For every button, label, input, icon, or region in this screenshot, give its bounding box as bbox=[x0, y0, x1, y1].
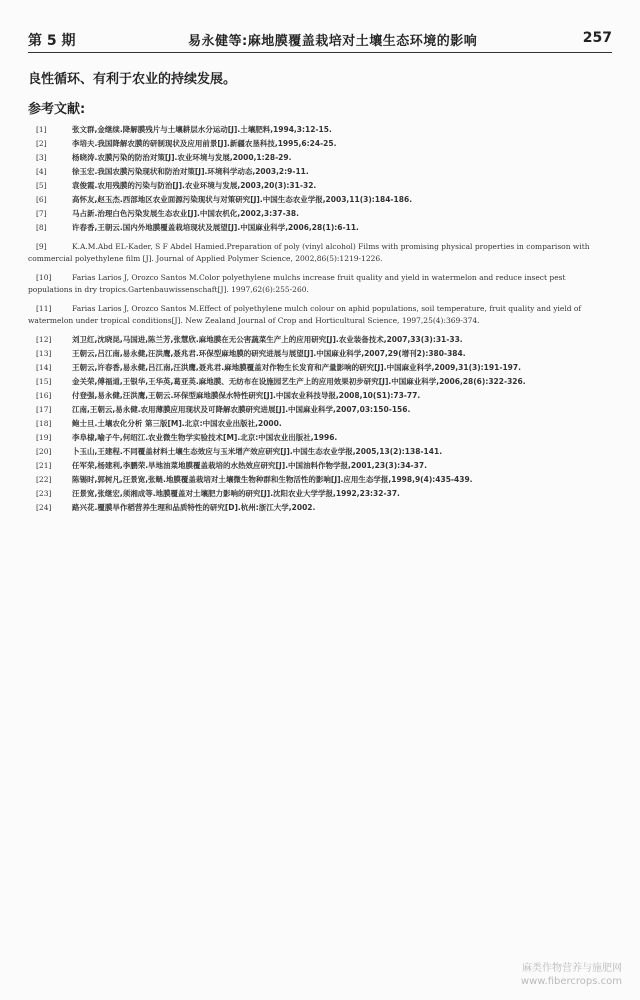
reference-item bbox=[28, 272, 612, 297]
reference-number: [23] bbox=[36, 488, 52, 498]
reference-number: [18] bbox=[36, 418, 52, 428]
reference-item bbox=[28, 208, 612, 221]
reference-item bbox=[28, 241, 612, 266]
reference-number: [17] bbox=[36, 404, 52, 414]
reference-number: [7] bbox=[36, 209, 47, 218]
reference-number: [3] bbox=[36, 153, 47, 162]
reference-number: [13] bbox=[36, 348, 52, 358]
reference-number: [11] bbox=[36, 303, 52, 313]
reference-number: [6] bbox=[36, 195, 47, 204]
reference-text: 王朝云,许春香,易永健,吕江南,汪洪鹰,聂兆君.麻地膜覆盖对作物生长发育和产量影响的研究[J].中国麻业科学,2009,31(3):191-197. bbox=[72, 362, 521, 372]
running-title: 易永健等:麻地膜覆盖栽培对土壤生态环境的影响 bbox=[188, 34, 478, 49]
reference-item bbox=[28, 303, 612, 328]
reference-item bbox=[28, 362, 612, 375]
reference-number: [8] bbox=[36, 223, 47, 232]
watermark-url: www.fibercrops.com bbox=[520, 976, 622, 987]
reference-number: [21] bbox=[36, 460, 52, 470]
reference-list bbox=[28, 124, 612, 516]
reference-number: [5] bbox=[36, 181, 47, 190]
reference-number: [9] bbox=[36, 241, 47, 251]
reference-text: 江南,王朝云,易永健.农用薄膜应用现状及可降解农膜研究进展[J].中国麻业科学,2007,03:150-156. bbox=[72, 404, 411, 414]
running-header bbox=[28, 30, 612, 53]
references-heading: 参考文献: bbox=[28, 102, 86, 117]
reference-text: 汪景宽,张继宏,须湘成等.地膜覆盖对土壤肥力影响的研究[J].沈阳农业大学学报,1992,23:32-37. bbox=[72, 488, 400, 498]
reference-item bbox=[28, 404, 612, 417]
reference-number: [4] bbox=[36, 167, 47, 176]
reference-number: [14] bbox=[36, 362, 52, 372]
reference-number: [10] bbox=[36, 272, 52, 282]
reference-text: 高怀友,赵玉杰.西部地区农业面源污染现状与对策研究[J].中国生态农业学报,2003,11(3):184-186. bbox=[72, 195, 413, 204]
reference-item bbox=[28, 502, 612, 515]
reference-text: 袁俊霞.农用残膜的污染与防治[J].农业环境与发展,2003,20(3):31-32. bbox=[72, 181, 317, 190]
reference-text: 徐玉宏.我国农膜污染现状和防治对策[J].环境科学动态,2003,2:9-11. bbox=[72, 167, 309, 176]
reference-number: [16] bbox=[36, 390, 52, 400]
reference-item bbox=[28, 432, 612, 445]
reference-item bbox=[28, 194, 612, 207]
body-text-continuation: 良性循环、有利于农业的持续发展。 bbox=[28, 72, 237, 87]
reference-number: [24] bbox=[36, 502, 52, 512]
reference-number: [19] bbox=[36, 432, 52, 442]
reference-item bbox=[28, 460, 612, 473]
reference-text: 卜玉山,王建程.不同覆盖材料土壤生态效应与玉米增产效应研究[J].中国生态农业学报,2005,13(2):138-141. bbox=[72, 446, 443, 456]
reference-text: 刘卫红,沈晓昆,马国进,陈兰芳,张慧欣.麻地膜在无公害蔬菜生产上的应用研究[J].农业装备技术,2007,33(3):31-33. bbox=[72, 334, 463, 344]
page-number: 257 bbox=[582, 30, 612, 46]
issue-number: 第 5 期 bbox=[28, 33, 76, 49]
reference-number: [1] bbox=[36, 125, 47, 134]
reference-item bbox=[28, 488, 612, 501]
reference-text: 路兴花.覆膜旱作稻营养生理和品质特性的研究[D].杭州:浙江大学,2002. bbox=[72, 502, 316, 512]
reference-item bbox=[28, 222, 612, 235]
reference-text: 许春香,王朝云.国内外地膜覆盖栽培现状及展望[J].中国麻业科学,2006,28(1):6-11. bbox=[72, 223, 359, 232]
reference-text: 金关荣,傅福道,王银华,王华英,葛亚英.麻地膜、无纺布在设施园艺生产上的应用效果初步研究[J].中国麻业科学,2006,28(6):322-326. bbox=[72, 376, 526, 386]
reference-item bbox=[28, 334, 612, 347]
reference-number: [12] bbox=[36, 334, 52, 344]
reference-item bbox=[28, 348, 612, 361]
site-watermark bbox=[521, 962, 622, 988]
reference-item bbox=[28, 180, 612, 193]
reference-text: 王朝云,吕江南,易永健,汪洪鹰,聂兆君.环保型麻地膜的研究进展与展望[J].中国麻业科学,2007,29(增刊2):380-384. bbox=[72, 348, 466, 358]
reference-text: 杨晓涛.农膜污染的防治对策[J].农业环境与发展,2000,1:28-29. bbox=[72, 153, 292, 162]
reference-item bbox=[28, 138, 612, 151]
reference-text: K.A.M.Abd EL-Kader, S F Abdel Hamied.Preparation of poly (vinyl alcohol) Films with promising physical properties in comparison with commercial polyethylene film [J]. Journal of Applied Polymer Science, 2002,86(5):1219-1226. bbox=[28, 241, 590, 263]
reference-text: 付登强,易永健,汪洪鹰,王朝云.环保型麻地膜保水特性研究[J].中国农业科技导报,2008,10(S1):73-77. bbox=[72, 390, 421, 400]
reference-item bbox=[28, 418, 612, 431]
reference-text: 任军荣,杨建利,李鹏荣.旱地油菜地膜覆盖栽培的水热效应研究[J].中国油料作物学报,2001,23(3):34-37. bbox=[72, 460, 427, 470]
reference-item bbox=[28, 474, 612, 487]
reference-number: [20] bbox=[36, 446, 52, 456]
reference-text: 鲍士旦.土壤农化分析 第三版[M].北京:中国农业出版社,2000. bbox=[72, 418, 282, 428]
reference-text: 陈锡时,郭树凡,汪景宽,张鲢.地膜覆盖栽培对土壤微生物种群和生物活性的影响[J].应用生态学报,1998,9(4):435-439. bbox=[72, 474, 473, 484]
watermark-site-name: 麻类作物营养与施肥网 bbox=[522, 963, 622, 974]
reference-text: 李阜棣,喻子牛,何绍江.农业微生物学实验技术[M].北京:中国农业出版社,1996. bbox=[72, 432, 338, 442]
reference-number: [22] bbox=[36, 474, 52, 484]
reference-text: 张文群,金继续.降解膜残片与土壤耕层水分运动[J].土壤肥料,1994,3:12-15. bbox=[72, 125, 332, 134]
reference-number: [2] bbox=[36, 139, 47, 148]
reference-text: 李培夫.我国降解农膜的研制现状及应用前景[J].新疆农垦科技,1995,6:24-25. bbox=[72, 139, 337, 148]
reference-item bbox=[28, 166, 612, 179]
reference-item bbox=[28, 376, 612, 389]
reference-text: Farias Larios J, Orozco Santos M.Color polyethylene mulchs increase fruit quality and yield in watermelon and reduce insect pest populations in dry tropics.Gartenbauwissenschaft[J]. 1997,62(6):255-260. bbox=[28, 272, 566, 294]
reference-text: 马占新.治理白色污染发展生态农业[J].中国农机化,2002,3:37-38. bbox=[72, 209, 299, 218]
reference-number: [15] bbox=[36, 376, 52, 386]
reference-text: Farias Larios J, Orozco Santos M.Effect of polyethylene mulch colour on aphid populations, soil temperature, fruit quality and yield of watermelon under tropical conditions[J]. New Zealand Journal of Crop and Horticultural Science, 1997,25(4):369-374. bbox=[28, 303, 582, 325]
reference-item bbox=[28, 390, 612, 403]
reference-item bbox=[28, 446, 612, 459]
reference-item bbox=[28, 152, 612, 165]
reference-item bbox=[28, 124, 612, 137]
